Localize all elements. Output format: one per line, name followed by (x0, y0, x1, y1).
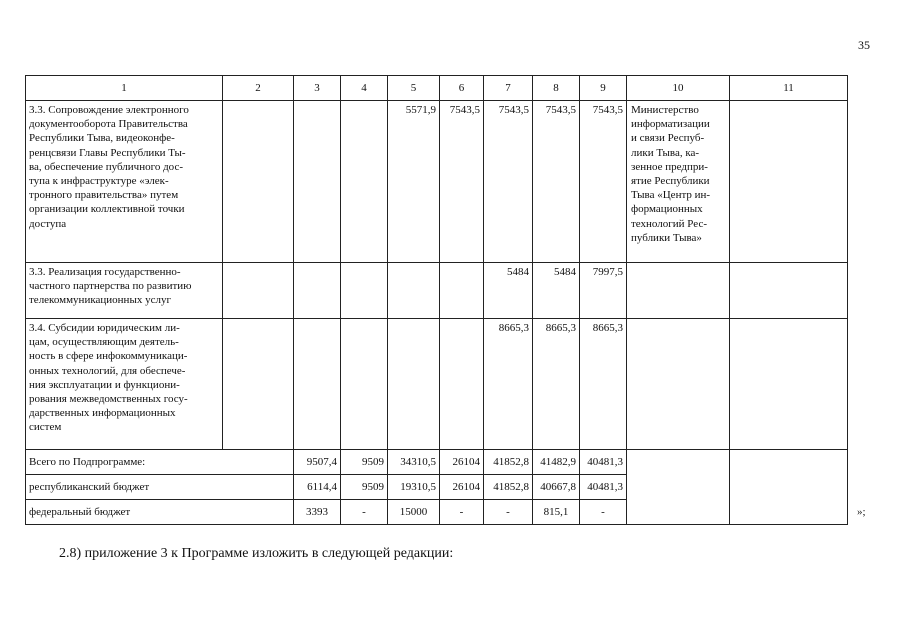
program-table (25, 75, 848, 525)
table-cell (341, 263, 388, 319)
table-cell (223, 263, 294, 319)
table-cell (294, 101, 341, 263)
table-row (26, 101, 848, 263)
header-row (26, 76, 848, 101)
responsible-cell (627, 319, 730, 450)
table-cell (341, 319, 388, 450)
table-cell (388, 263, 440, 319)
total-cell: 26104 (440, 475, 484, 500)
table-cell (223, 101, 294, 263)
total-row (26, 450, 848, 475)
total-cell: - (440, 500, 484, 525)
total-cell: 34310,5 (388, 450, 440, 475)
total-label-cell: республиканский бюджет (26, 475, 294, 500)
table-cell (388, 319, 440, 450)
total-cell: 6114,4 (294, 475, 341, 500)
empty-cell (627, 450, 730, 525)
total-label-cell: федеральный бюджет (26, 500, 294, 525)
total-cell: - (580, 500, 627, 525)
empty-cell (730, 450, 848, 525)
table-cell (730, 101, 848, 263)
page-number: 35 (858, 38, 870, 52)
total-label-cell: Всего по Подпрограмме: (26, 450, 294, 475)
header-cell: 8 (533, 76, 580, 101)
header-cell: 10 (627, 76, 730, 101)
table-cell: 8665,3 (533, 319, 580, 450)
header-cell: 9 (580, 76, 627, 101)
total-cell: - (484, 500, 533, 525)
measure-name-cell: 3.4. Субсидии юридическим ли- цам, осуществляющим деятель- ность в сфере инфокоммуникаци- онных технологий, для обеспече- ния эксплуатации и функциони- рования межведомственных госу- дарственных информационных систем (26, 319, 223, 450)
measure-name-cell: 3.3. Реализация государственно- частного партнерства по развитию телекоммуникационных услуг (26, 263, 223, 319)
total-cell: 9509 (341, 450, 388, 475)
table-cell (440, 319, 484, 450)
total-cell: - (341, 500, 388, 525)
table-cell (223, 319, 294, 450)
responsible-cell: Министерство информатизации и связи Респуб- лики Тыва, ка- зенное предпри- ятие Республики Тыва «Центр ин- формационных технологий Рес- публики Тыва» (627, 101, 730, 263)
table-row (26, 263, 848, 319)
total-cell: 26104 (440, 450, 484, 475)
table-cell (730, 263, 848, 319)
table-cell: 8665,3 (484, 319, 533, 450)
total-cell: 815,1 (533, 500, 580, 525)
measure-name-cell: 3.3. Сопровождение электронного документооборота Правительства Республики Тыва, видеоконфе- ренцсвязи Главы Республики Ты- ва, обеспечение публичного дос- тупа к инфраструктуре «элек- тронного правительства» путем организации коллективной точки доступа (26, 101, 223, 263)
table-cell: 7543,5 (484, 101, 533, 263)
total-cell: 41482,9 (533, 450, 580, 475)
table-cell: 7997,5 (580, 263, 627, 319)
total-cell: 3393 (294, 500, 341, 525)
table-cell (440, 263, 484, 319)
header-cell: 7 (484, 76, 533, 101)
closing-quote: »; (857, 506, 866, 518)
table-cell: 5571,9 (388, 101, 440, 263)
header-cell: 11 (730, 76, 848, 101)
total-cell: 40667,8 (533, 475, 580, 500)
header-cell: 6 (440, 76, 484, 101)
header-cell: 3 (294, 76, 341, 101)
table-cell: 7543,5 (533, 101, 580, 263)
header-cell: 4 (341, 76, 388, 101)
table-cell: 5484 (533, 263, 580, 319)
table-cell (294, 263, 341, 319)
header-cell: 5 (388, 76, 440, 101)
total-cell: 41852,8 (484, 475, 533, 500)
table-cell (294, 319, 341, 450)
table-cell: 8665,3 (580, 319, 627, 450)
table-cell (730, 319, 848, 450)
total-cell: 19310,5 (388, 475, 440, 500)
table-row (26, 319, 848, 450)
total-cell: 9509 (341, 475, 388, 500)
total-cell: 40481,3 (580, 450, 627, 475)
table-cell: 5484 (484, 263, 533, 319)
instruction-text: 2.8) приложение 3 к Программе изложить в следующей редакции: (59, 546, 454, 561)
table-cell (341, 101, 388, 263)
total-cell: 15000 (388, 500, 440, 525)
header-cell: 1 (26, 76, 223, 101)
table-cell: 7543,5 (580, 101, 627, 263)
header-cell: 2 (223, 76, 294, 101)
table-cell: 7543,5 (440, 101, 484, 263)
total-cell: 41852,8 (484, 450, 533, 475)
responsible-cell (627, 263, 730, 319)
total-cell: 40481,3 (580, 475, 627, 500)
total-cell: 9507,4 (294, 450, 341, 475)
